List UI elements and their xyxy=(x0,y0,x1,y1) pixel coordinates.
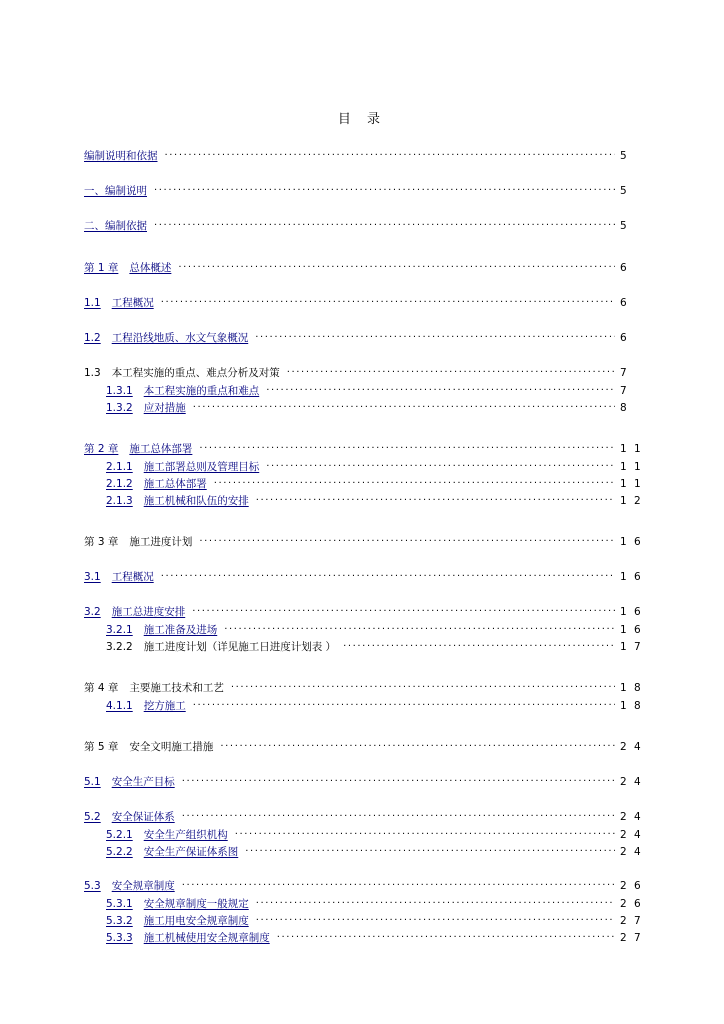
toc-entry-label: 安全规章制度 xyxy=(111,879,175,892)
toc-entry-number: 5.2 xyxy=(84,810,101,823)
toc-leader-dots xyxy=(161,296,615,306)
toc-leader-dots xyxy=(266,384,615,394)
toc-entry[interactable] xyxy=(84,331,654,344)
toc-entry-container xyxy=(84,292,654,312)
toc-leader-dots xyxy=(266,460,615,470)
toc-leader-dots xyxy=(199,535,615,545)
toc-entry-label: 工程概况 xyxy=(111,296,154,309)
toc-entry[interactable] xyxy=(84,261,654,274)
toc-entry-page-number: 2 4 xyxy=(620,775,643,788)
toc-spacer xyxy=(84,655,654,677)
toc-entry-number: 1.2 xyxy=(84,331,101,344)
toc-entry-container xyxy=(84,327,654,347)
toc-entry-page-number: 2 6 xyxy=(620,898,643,911)
toc-entry[interactable] xyxy=(84,384,654,397)
toc-leader-dots xyxy=(154,184,615,194)
toc-entry[interactable] xyxy=(84,184,654,197)
toc-entry-container xyxy=(84,601,654,621)
toc-entry-number: 3.2 xyxy=(84,605,101,618)
toc-entry-container xyxy=(84,638,654,655)
toc-entry-label: 一、编制说明 xyxy=(84,184,147,197)
toc-entry-label: 工程概况 xyxy=(111,570,154,583)
toc-entry-label: 安全生产组织机构 xyxy=(143,829,228,842)
page-title: 目 录 xyxy=(337,112,387,127)
table-of-contents xyxy=(84,145,654,946)
toc-entry-page-number: 1 1 xyxy=(620,478,643,491)
toc-entry-container xyxy=(84,697,654,714)
toc-entry[interactable] xyxy=(84,401,654,414)
toc-entry-container xyxy=(84,257,654,277)
toc-spacer xyxy=(84,312,654,327)
toc-entry-page-number: 2 6 xyxy=(620,879,643,892)
toc-leader-dots xyxy=(343,640,615,650)
toc-entry-number: 2.1.1 xyxy=(106,461,133,474)
toc-entry-label: 施工机械使用安全规章制度 xyxy=(143,932,270,945)
toc-entry[interactable] xyxy=(84,914,654,927)
toc-entry-number: 2.1.2 xyxy=(106,478,133,491)
toc-entry[interactable] xyxy=(84,810,654,823)
toc-entry-number: 1.1 xyxy=(84,296,101,309)
toc-entry-number: 4.1.1 xyxy=(106,700,133,713)
toc-entry-label: 安全生产目标 xyxy=(111,775,175,788)
toc-spacer xyxy=(84,200,654,215)
toc-entry-container xyxy=(84,180,654,200)
toc-entry[interactable] xyxy=(84,477,654,490)
toc-leader-dots xyxy=(182,879,615,889)
toc-spacer xyxy=(84,277,654,292)
toc-leader-dots xyxy=(224,623,615,633)
toc-entry[interactable] xyxy=(84,931,654,944)
toc-entry-container xyxy=(84,492,654,509)
toc-entry-page-number: 1 7 xyxy=(620,641,643,654)
toc-entry-container xyxy=(84,912,654,929)
toc-leader-dots xyxy=(193,401,615,411)
toc-entry-number: 第 2 章 xyxy=(84,442,119,455)
toc-entry-page-number: 8 xyxy=(620,402,629,415)
toc-entry[interactable] xyxy=(84,699,654,712)
toc-entry[interactable] xyxy=(84,681,654,694)
toc-entry-label: 施工用电安全规章制度 xyxy=(143,915,249,928)
toc-entry[interactable] xyxy=(84,570,654,583)
toc-entry-number: 第 5 章 xyxy=(84,740,119,753)
toc-entry-number: 5.3.3 xyxy=(106,932,133,945)
toc-leader-dots xyxy=(220,740,615,750)
toc-entry-label: 挖方施工 xyxy=(143,700,186,713)
toc-entry-page-number: 1 6 xyxy=(620,535,643,548)
toc-entry-number: 第 1 章 xyxy=(84,261,119,274)
toc-entry-container xyxy=(84,621,654,638)
toc-entry[interactable] xyxy=(84,775,654,788)
toc-entry-container xyxy=(84,806,654,826)
toc-leader-dots xyxy=(245,845,615,855)
toc-entry-page-number: 1 8 xyxy=(620,681,643,694)
toc-entry-container xyxy=(84,566,654,586)
toc-entry[interactable] xyxy=(84,149,654,162)
toc-entry-page-number: 2 4 xyxy=(620,846,643,859)
toc-entry-container xyxy=(84,929,654,946)
toc-entry-number: 5.3 xyxy=(84,879,101,892)
toc-entry-number: 2.1.3 xyxy=(106,495,133,508)
toc-entry[interactable] xyxy=(84,828,654,841)
toc-entry-label: 施工部署总则及管理目标 xyxy=(143,461,260,474)
toc-leader-dots xyxy=(277,931,615,941)
toc-entry-label: 施工总体部署 xyxy=(129,442,193,455)
toc-leader-dots xyxy=(192,605,615,615)
toc-leader-dots xyxy=(199,442,615,452)
toc-entry-page-number: 7 xyxy=(620,385,629,398)
toc-entry[interactable] xyxy=(84,296,654,309)
toc-spacer xyxy=(84,165,654,180)
toc-leader-dots xyxy=(193,699,615,709)
toc-entry-container xyxy=(84,215,654,235)
toc-entry-page-number: 2 4 xyxy=(620,740,643,753)
toc-entry-label: 二、编制依据 xyxy=(84,219,147,232)
toc-entry-number: 3.2.2 xyxy=(106,641,133,654)
toc-entry-container xyxy=(84,382,654,399)
toc-leader-dots xyxy=(287,366,615,376)
toc-entry-label: 施工进度计划 xyxy=(129,535,193,548)
toc-leader-dots xyxy=(182,810,615,820)
toc-entry-page-number: 1 8 xyxy=(620,700,643,713)
toc-entry-label: 施工总体部署 xyxy=(143,478,207,491)
toc-leader-dots xyxy=(161,570,615,580)
toc-entry-container xyxy=(84,362,654,382)
toc-entry-container xyxy=(84,145,654,165)
toc-leader-dots xyxy=(256,494,615,504)
toc-entry-label: 施工机械和队伍的安排 xyxy=(143,495,249,508)
toc-entry-page-number: 1 6 xyxy=(620,624,643,637)
toc-entry-container xyxy=(84,475,654,492)
toc-entry-page-number: 1 6 xyxy=(620,605,643,618)
toc-leader-dots xyxy=(214,477,615,487)
toc-entry-container xyxy=(84,399,654,416)
toc-entry-container xyxy=(84,771,654,791)
toc-entry[interactable] xyxy=(84,219,654,232)
toc-entry-container xyxy=(84,826,654,843)
toc-entry-number: 3.2.1 xyxy=(106,624,133,637)
toc-entry[interactable] xyxy=(84,366,654,379)
toc-entry-number: 5.3.2 xyxy=(106,915,133,928)
toc-entry[interactable] xyxy=(84,605,654,618)
toc-entry-page-number: 6 xyxy=(620,296,629,309)
toc-entry-page-number: 2 7 xyxy=(620,932,643,945)
toc-entry-label: 本工程实施的重点和难点 xyxy=(143,385,260,398)
toc-entry-container xyxy=(84,438,654,458)
toc-entry-number: 5.1 xyxy=(84,775,101,788)
toc-entry-page-number: 1 2 xyxy=(620,495,643,508)
toc-spacer xyxy=(84,416,654,438)
toc-entry-label: 安全生产保证体系图 xyxy=(143,846,239,859)
toc-entry-number: 1.3 xyxy=(84,366,101,379)
toc-entry-container xyxy=(84,458,654,475)
toc-entry[interactable] xyxy=(84,623,654,636)
toc-entry-page-number: 1 1 xyxy=(620,461,643,474)
toc-entry-container xyxy=(84,531,654,551)
toc-leader-dots xyxy=(165,149,616,159)
toc-entry-label: 安全保证体系 xyxy=(111,810,175,823)
toc-spacer xyxy=(84,860,654,875)
toc-entry[interactable] xyxy=(84,494,654,507)
toc-entry[interactable] xyxy=(84,740,654,753)
toc-entry-label: 安全文明施工措施 xyxy=(129,740,214,753)
toc-leader-dots xyxy=(256,897,615,907)
toc-entry[interactable] xyxy=(84,640,654,653)
toc-entry-number: 1.3.1 xyxy=(106,385,133,398)
toc-entry-page-number: 5 xyxy=(620,149,629,162)
toc-entry-label: 应对措施 xyxy=(143,402,186,415)
toc-spacer xyxy=(84,235,654,257)
toc-entry[interactable] xyxy=(84,845,654,858)
toc-leader-dots xyxy=(255,331,615,341)
toc-entry-number: 5.2.1 xyxy=(106,829,133,842)
toc-entry[interactable] xyxy=(84,460,654,473)
toc-entry-page-number: 2 4 xyxy=(620,810,643,823)
toc-entry-container xyxy=(84,736,654,756)
toc-entry-page-number: 6 xyxy=(620,331,629,344)
toc-spacer xyxy=(84,347,654,362)
toc-entry-label: 本工程实施的重点、难点分析及对策 xyxy=(111,366,280,379)
toc-entry-container xyxy=(84,677,654,697)
toc-entry-number: 第 4 章 xyxy=(84,681,119,694)
toc-leader-dots xyxy=(235,828,615,838)
toc-entry-page-number: 5 xyxy=(620,184,629,197)
toc-spacer xyxy=(84,714,654,736)
toc-entry-page-number: 5 xyxy=(620,219,629,232)
toc-entry-label: 施工进度计划（详见施工日进度计划表 ） xyxy=(143,641,337,654)
toc-spacer xyxy=(84,551,654,566)
toc-entry-page-number: 6 xyxy=(620,261,629,274)
toc-entry-container xyxy=(84,843,654,860)
toc-leader-dots xyxy=(231,681,615,691)
toc-entry[interactable] xyxy=(84,535,654,548)
toc-leader-dots xyxy=(256,914,615,924)
toc-entry-label: 主要施工技术和工艺 xyxy=(129,681,224,694)
toc-entry-number: 5.3.1 xyxy=(106,898,133,911)
toc-entry-page-number: 7 xyxy=(620,366,629,379)
toc-spacer xyxy=(84,509,654,531)
toc-entry-container xyxy=(84,875,654,895)
toc-entry-label: 安全规章制度一般规定 xyxy=(143,898,249,911)
toc-entry-container xyxy=(84,895,654,912)
toc-entry-label: 工程沿线地质、水文气象概况 xyxy=(111,331,249,344)
toc-entry-label: 施工准备及进场 xyxy=(143,624,218,637)
toc-spacer xyxy=(84,586,654,601)
toc-entry[interactable] xyxy=(84,442,654,455)
toc-entry-page-number: 2 7 xyxy=(620,915,643,928)
toc-leader-dots xyxy=(178,261,615,271)
toc-entry-number: 3.1 xyxy=(84,570,101,583)
toc-leader-dots xyxy=(154,219,615,229)
toc-entry[interactable] xyxy=(84,897,654,910)
toc-entry-page-number: 1 6 xyxy=(620,570,643,583)
toc-entry-number: 1.3.2 xyxy=(106,402,133,415)
toc-entry-label: 施工总进度安排 xyxy=(111,605,186,618)
toc-entry-label: 编制说明和依据 xyxy=(84,149,158,162)
toc-entry-page-number: 2 4 xyxy=(620,829,643,842)
toc-entry-label: 总体概述 xyxy=(129,261,172,274)
toc-entry-page-number: 1 1 xyxy=(620,442,643,455)
toc-spacer xyxy=(84,791,654,806)
toc-entry-number: 5.2.2 xyxy=(106,846,133,859)
toc-leader-dots xyxy=(182,775,615,785)
toc-spacer xyxy=(84,756,654,771)
toc-entry-number: 第 3 章 xyxy=(84,535,119,548)
toc-entry[interactable] xyxy=(84,879,654,892)
